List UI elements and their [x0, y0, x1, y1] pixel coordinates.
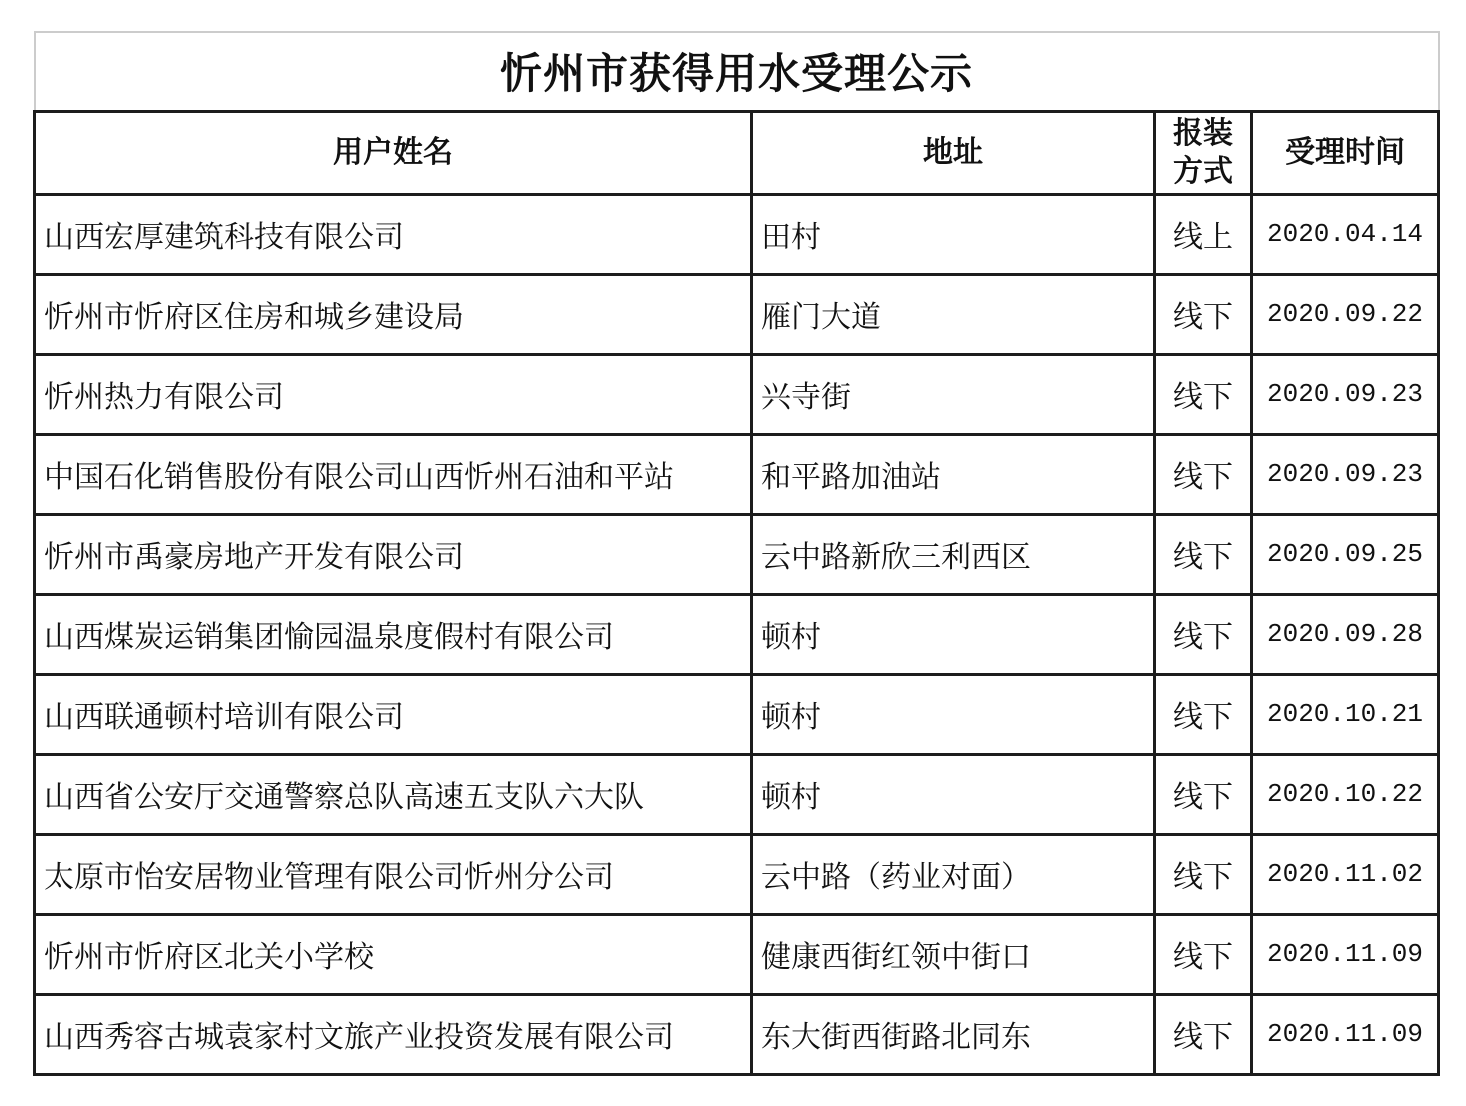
header-address: 地址	[752, 111, 1155, 194]
table-row	[35, 834, 1439, 914]
time-cell: 2020.11.09	[1252, 914, 1439, 994]
time-cell: 2020.04.14	[1252, 194, 1439, 274]
time-cell: 2020.09.22	[1252, 274, 1439, 354]
user-name-cell: 山西秀容古城袁家村文旅产业投资发展有限公司	[35, 994, 752, 1074]
method-cell: 线下	[1155, 674, 1252, 754]
page-title: 忻州市获得用水受理公示	[35, 32, 1439, 111]
header-user-name: 用户姓名	[35, 111, 752, 194]
time-cell: 2020.10.21	[1252, 674, 1439, 754]
address-cell: 云中路（药业对面）	[752, 834, 1155, 914]
user-name-cell: 忻州热力有限公司	[35, 354, 752, 434]
table-row	[35, 594, 1439, 674]
address-cell: 顿村	[752, 754, 1155, 834]
table-row	[35, 274, 1439, 354]
table-row	[35, 194, 1439, 274]
address-cell: 雁门大道	[752, 274, 1155, 354]
address-cell: 健康西街红领中街口	[752, 914, 1155, 994]
method-cell: 线下	[1155, 994, 1252, 1074]
method-cell: 线下	[1155, 594, 1252, 674]
table-row	[35, 754, 1439, 834]
address-cell: 顿村	[752, 594, 1155, 674]
acceptance-table	[33, 31, 1440, 1076]
time-cell: 2020.11.09	[1252, 994, 1439, 1074]
time-cell: 2020.09.23	[1252, 354, 1439, 434]
time-cell: 2020.10.22	[1252, 754, 1439, 834]
header-time: 受理时间	[1252, 111, 1439, 194]
user-name-cell: 太原市怡安居物业管理有限公司忻州分公司	[35, 834, 752, 914]
table-row	[35, 434, 1439, 514]
address-cell: 云中路新欣三利西区	[752, 514, 1155, 594]
title-row	[35, 32, 1439, 111]
header-row	[35, 111, 1439, 194]
user-name-cell: 山西省公安厅交通警察总队高速五支队六大队	[35, 754, 752, 834]
table-row	[35, 674, 1439, 754]
time-cell: 2020.09.28	[1252, 594, 1439, 674]
header-method: 报装方式	[1155, 111, 1252, 194]
method-cell: 线下	[1155, 434, 1252, 514]
method-cell: 线下	[1155, 514, 1252, 594]
user-name-cell: 中国石化销售股份有限公司山西忻州石油和平站	[35, 434, 752, 514]
method-cell: 线下	[1155, 754, 1252, 834]
user-name-cell: 忻州市忻府区北关小学校	[35, 914, 752, 994]
user-name-cell: 山西联通顿村培训有限公司	[35, 674, 752, 754]
table-row	[35, 914, 1439, 994]
address-cell: 田村	[752, 194, 1155, 274]
method-cell: 线下	[1155, 354, 1252, 434]
address-cell: 顿村	[752, 674, 1155, 754]
address-cell: 和平路加油站	[752, 434, 1155, 514]
address-cell: 东大街西街路北同东	[752, 994, 1155, 1074]
time-cell: 2020.09.23	[1252, 434, 1439, 514]
address-cell: 兴寺街	[752, 354, 1155, 434]
time-cell: 2020.11.02	[1252, 834, 1439, 914]
method-cell: 线下	[1155, 914, 1252, 994]
time-cell: 2020.09.25	[1252, 514, 1439, 594]
user-name-cell: 山西煤炭运销集团愉园温泉度假村有限公司	[35, 594, 752, 674]
user-name-cell: 忻州市忻府区住房和城乡建设局	[35, 274, 752, 354]
notice-sheet	[33, 31, 1440, 1076]
table-row	[35, 514, 1439, 594]
method-cell: 线上	[1155, 194, 1252, 274]
user-name-cell: 忻州市禹豪房地产开发有限公司	[35, 514, 752, 594]
table-row	[35, 994, 1439, 1074]
method-cell: 线下	[1155, 834, 1252, 914]
user-name-cell: 山西宏厚建筑科技有限公司	[35, 194, 752, 274]
method-cell: 线下	[1155, 274, 1252, 354]
table-row	[35, 354, 1439, 434]
